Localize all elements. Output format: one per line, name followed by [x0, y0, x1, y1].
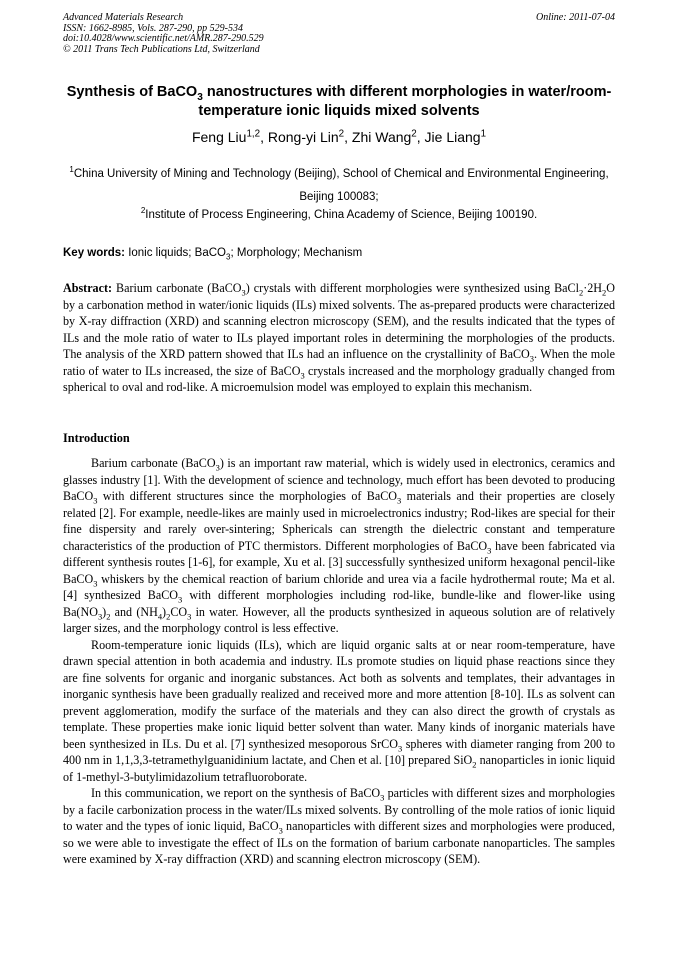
section-heading-introduction: Introduction: [63, 431, 130, 445]
journal-name: Advanced Materials Research: [63, 12, 184, 23]
introduction-body: [63, 455, 615, 868]
issn-line: ISSN: 1662-8985, Vols. 287-290, pp 529-534: [63, 22, 243, 34]
journal-header: [63, 13, 615, 55]
author-name: Rong-yi Lin: [267, 129, 339, 145]
paragraph: Barium carbonate (BaCO$_3$) is an important raw material, which is widely used in electronics, ceramics and glasses industry [1]. With the development of science and technology, much effort has been devoted to producing BaCO$_3$ with different structures since the morphologies of BaCO$_3$ materials and their properties are closely related [2]. For example, needle-likes are mainly used in microelectronics industry; Rod-likes are special for their fine dispersity and rarely over-sintering; Sphericals can strength the dielectric constant and temperature characteristics of the production of PTC thermistors. Different morphologies of BaCO$_3$ have been fabricated via different synthesis routes [1-6], for example, Xu et al. [3] successfully synthesized uniform hexagonal pencil-like BaCO$_3$ whiskers by the chemical reaction of barium chloride and urea via a facile hydrothermal route; Ma et al. [4] synthesized BaCO$_3$ with different morphologies including rod-like, bundle-like and flower-like using $Ba(NO_3)_2$ and $(NH_4)_2CO_3$ in water. However, all the products synthesized in aqueous solution are of relatively larger sizes, and the morphology control is less effective.: [63, 456, 616, 635]
paragraph: Room-temperature ionic liquids (ILs), which are liquid organic salts at or near room-temperature, have drawn special attention in both academia and industry. ILs promote studies on liquid phase reactions since they are fine solvents for organic and inorganic substances. Act both as solvents and templates, their advantages in inorganic synthesis have been gradually realized and received more and more attention [8-10]. ILs as solvent can prevent agglomeration, modify the surface of the materials and they can also direct the growth of crystals as template. These properties make ionic liquid better solvent than water. Many kinds of inorganic materials have been synthesized in ILs. Du et al. [7] synthesized mesoporous SrCO$_3$ spheres with diameter ranging from 200 to 400 nm in 1,1,3,3-tetramethylguanidinium lactate, and Chen et al. [10] prepared SiO$_2$ nanoparticles in ionic liquid of 1-methyl-3-butylimidazolium tetrafluoroborate.: [63, 637, 615, 784]
affiliation-1: $^1$China University of Mining and Technology (Beijing), School of Chemical and Environmental Engineering, Beijing 100083;: [69, 165, 609, 203]
keywords-label: Key words:: [63, 247, 125, 259]
author-list: Feng Liu$^{1,2}$, Rong-yi Lin$^2$, Zhi Wang$^2$, Jie Liang$^1$: [191, 128, 487, 145]
paragraph: In this communication, we report on the synthesis of BaCO$_3$ particles with different sizes and morphologies by a facile carbonization process in the water/ILs mixed solvents. By controlling of the mole ratios of ionic liquid to water and the types of ionic liquid, BaCO$_3$ nanoparticles with different sizes and morphologies were produced, so we were able to investigate the effect of ILs on the formation of barium carbonate nanoparticles. The samples were examined by X-ray diffraction (XRD) and scanning electron microscopy (SEM).: [63, 786, 615, 866]
author-name: Jie Liang: [424, 129, 481, 145]
author-name: Feng Liu: [191, 129, 247, 145]
copyright-line: © 2011 Trans Tech Publications Ltd, Switzerland: [63, 43, 260, 55]
author-name: Zhi Wang: [351, 129, 412, 145]
paper-title: Synthesis of BaCO$_3$ nanostructures with different morphologies in water/room-temperature ionic liquids mixed solvents: [66, 84, 612, 119]
affiliation-2: $^2$Institute of Process Engineering, China Academy of Science, Beijing 100190.: [140, 206, 538, 221]
abstract-label: Abstract:: [63, 281, 113, 295]
abstract: Abstract: Barium carbonate (BaCO$_3$) crystals with different morphologies were synthesized using $BaCl_2\cdot 2H_2O$ by a carbonation method in water/ionic liquids (ILs) mixed solvents. The as-prepared products were characterized by X-ray diffraction (XRD) and scanning electron microscopy (SEM), and the results indicated that the types of ILs and the mole ratio of water to ILs played important roles in determining the morphologies of the products. The analysis of the XRD pattern showed that ILs had an influence on the crystallinity of BaCO$_3$. When the mole ratio of water to ILs increased, the size of BaCO$_3$ crystals increased and the morphology gradually changed from spherical to oval and rod-like. A microemulsion model was employed to explain this mechanism.: [63, 281, 615, 394]
doi-line: doi:10.4028/www.scientific.net/AMR.287-290.529: [63, 33, 264, 44]
online-date: Online: 2011-07-04: [536, 12, 615, 23]
keywords: Key words: Ionic liquids; BaCO$_3$; Morphology; Mechanism: [63, 247, 363, 262]
